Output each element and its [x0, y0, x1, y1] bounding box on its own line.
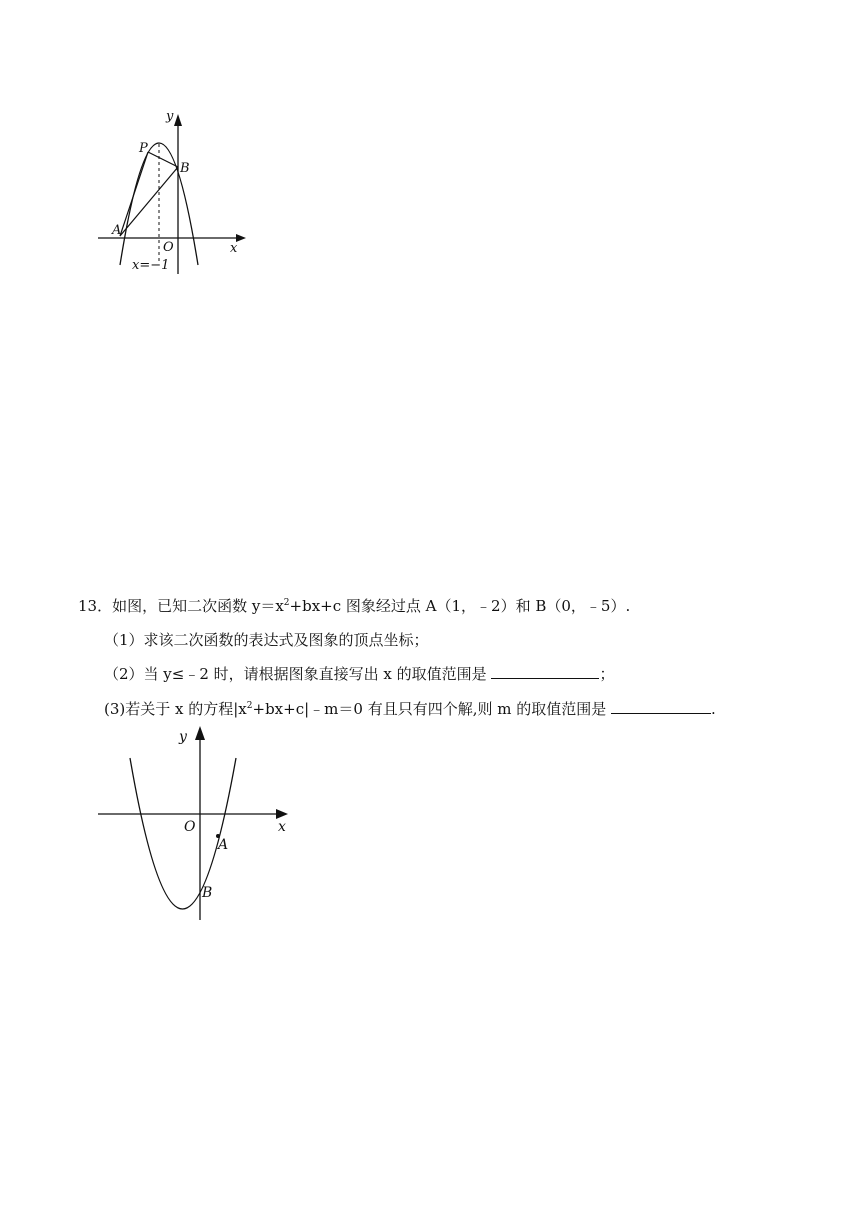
stem-part-1: 如图，已知二次函数 y＝x	[112, 597, 284, 615]
fig2-y-arrow	[195, 726, 205, 740]
question-3-text-b: +bx+c|﹣m＝0 有且只有四个解,则 m 的取值范围是	[252, 700, 607, 718]
fig2-x-arrow	[276, 809, 288, 819]
question-3-text-a: (3)若关于 x 的方程|x	[104, 700, 247, 718]
fig1-point-a-label: A	[112, 223, 122, 238]
answer-blank-3[interactable]	[611, 698, 711, 714]
question-3-exponent: 2	[246, 701, 253, 711]
question-1-text: （1）求该二次函数的表达式及图象的顶点坐标；	[104, 631, 429, 649]
figure-2-diagram	[92, 722, 302, 930]
question-2	[104, 663, 614, 684]
fig2-point-a-label: A	[218, 837, 229, 853]
figure-1-diagram	[90, 100, 260, 280]
question-3	[104, 698, 716, 719]
stem-exponent: 2	[283, 598, 290, 608]
question-2-text: （2）当 y≤﹣2 时，请根据图象直接写出 x 的取值范围是	[104, 665, 487, 683]
fig1-segment-ab	[120, 167, 178, 236]
fig2-parabola	[130, 758, 236, 909]
fig2-origin-label: O	[184, 819, 196, 835]
fig1-x-label: x	[230, 241, 238, 256]
answer-blank-2[interactable]	[491, 663, 599, 679]
fig2-x-label: x	[278, 819, 286, 835]
question-3-suffix: .	[711, 700, 716, 718]
fig1-origin-label: O	[163, 240, 174, 255]
fig1-y-arrow	[174, 114, 182, 126]
fig1-x-arrow	[236, 234, 246, 242]
fig2-y-label: y	[179, 729, 187, 745]
fig1-y-label: y	[166, 109, 174, 124]
problem-number: 13．	[78, 597, 113, 615]
fig1-symmetry-label: x=−1	[132, 258, 170, 273]
fig1-point-b-label: B	[180, 161, 190, 176]
problem-13-stem	[78, 596, 630, 616]
fig1-point-p-label: P	[139, 141, 148, 156]
fig2-point-b-label: B	[202, 885, 213, 901]
question-1	[104, 630, 429, 650]
stem-part-2: +bx+c 图象经过点 A（1，﹣2）和 B（0，﹣5）.	[289, 597, 631, 615]
fig1-segment-ap	[120, 152, 148, 236]
question-2-suffix: ；	[599, 665, 615, 683]
